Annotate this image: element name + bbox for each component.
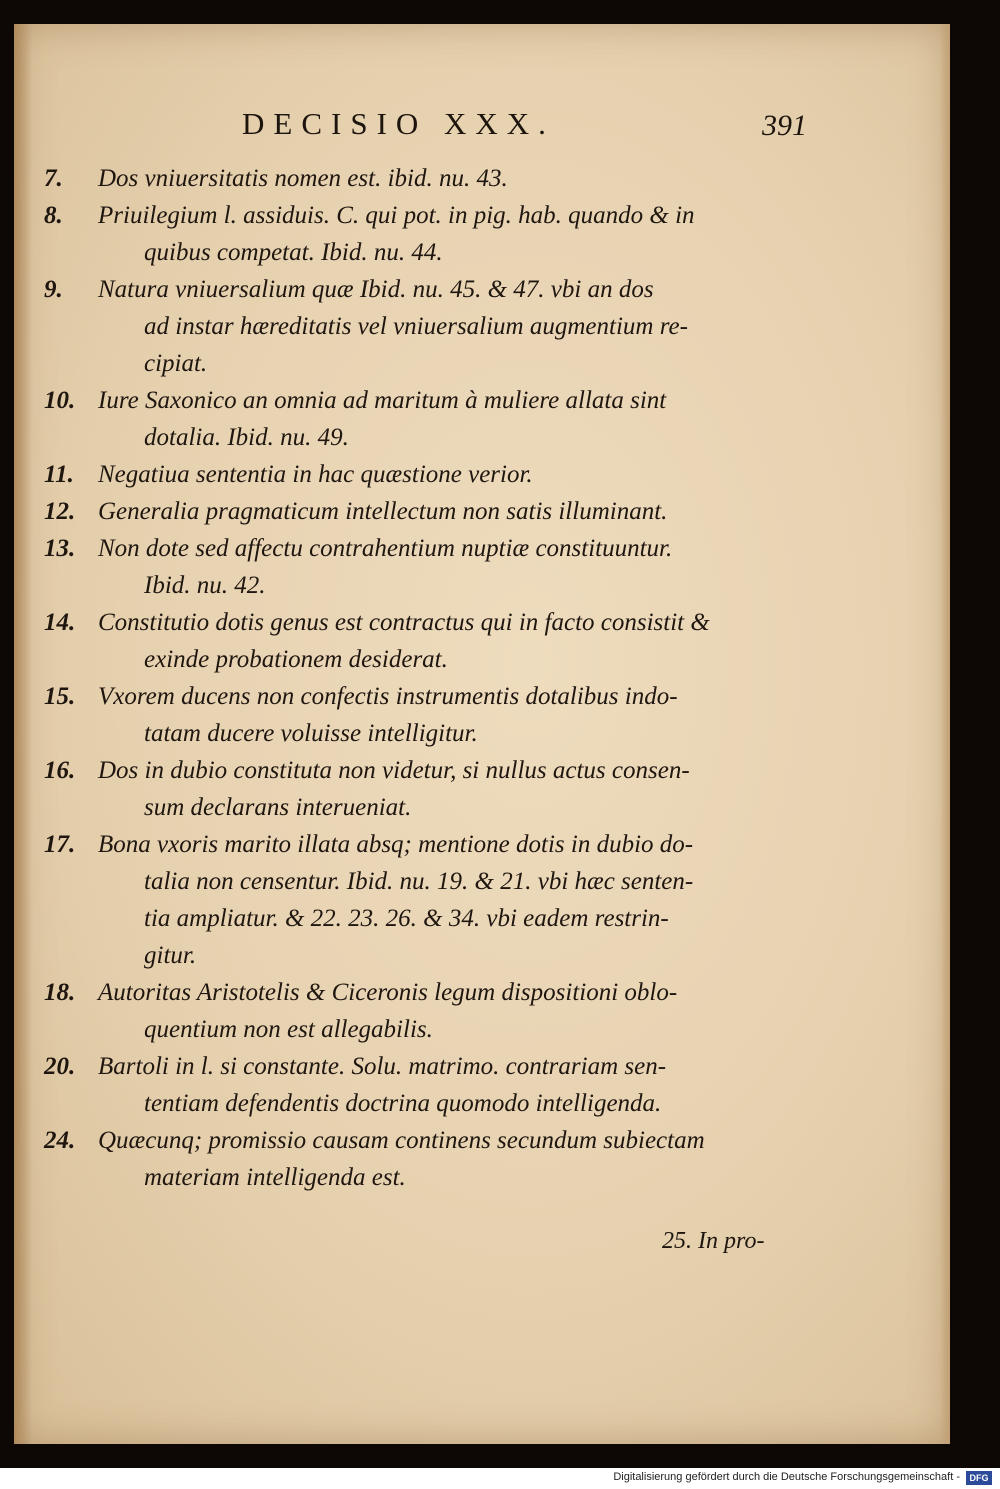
dfg-logo: DFG xyxy=(966,1471,992,1485)
entry-number: 10. xyxy=(44,387,76,414)
entry-text xyxy=(98,826,850,974)
entry-number: 18. xyxy=(44,979,76,1006)
funding-credit: Digitalisierung gefördert durch die Deutsche Forschungsgemeinschaft - xyxy=(613,1471,960,1483)
entry-text xyxy=(98,974,850,1048)
entry-line: Dos in dubio constituta non videtur, si nullus actus consen- xyxy=(98,757,690,784)
summary-entry xyxy=(14,456,950,493)
entry-line: Bartoli in l. si constante. Solu. matrimo. contrariam sen- xyxy=(98,1053,667,1080)
summary-entry xyxy=(14,271,950,382)
entry-line: Constitutio dotis genus est contractus qui in facto consistit & xyxy=(98,609,710,636)
entry-line: talia non censentur. Ibid. nu. 19. & 21. vbi hæc senten- xyxy=(144,868,694,895)
entry-line: Vxorem ducens non confectis instrumentis dotalibus indo- xyxy=(98,683,678,710)
entry-line: tentiam defendentis doctrina quomodo intelligenda. xyxy=(144,1090,662,1117)
entry-line: Non dote sed affectu contrahentium nuptiæ constituuntur. xyxy=(98,535,673,562)
entry-number: 9. xyxy=(44,276,63,303)
summary-entry xyxy=(14,1122,950,1196)
summary-entry xyxy=(14,1048,950,1122)
catchword: 25. In pro- xyxy=(662,1228,765,1254)
summary-list xyxy=(14,160,950,1196)
running-head: DECISIO XXX. xyxy=(242,106,555,141)
entry-line: materiam intelligenda est. xyxy=(144,1164,406,1191)
entry-text xyxy=(98,271,850,382)
entry-number: 16. xyxy=(44,757,76,784)
footer-bar xyxy=(0,1468,1000,1489)
entry-line: quentium non est allegabilis. xyxy=(144,1016,433,1043)
entry-text xyxy=(98,604,850,678)
entry-line: Quæcunq; promissio causam continens secundum subiectam xyxy=(98,1127,705,1154)
entry-text xyxy=(98,678,850,752)
entry-line: Generalia pragmaticum intellectum non satis illuminant. xyxy=(98,498,668,525)
entry-line: gitur. xyxy=(144,942,197,969)
summary-entry xyxy=(14,197,950,271)
summary-entry xyxy=(14,826,950,974)
summary-entry xyxy=(14,160,950,197)
entry-line: cipiat. xyxy=(144,350,208,377)
entry-text xyxy=(98,160,850,197)
entry-number: 17. xyxy=(44,831,76,858)
entry-line: Negatiua sententia in hac quæstione verior. xyxy=(98,461,533,488)
entry-line: quibus competat. Ibid. nu. 44. xyxy=(144,239,443,266)
entry-number: 15. xyxy=(44,683,76,710)
summary-entry xyxy=(14,678,950,752)
entry-text xyxy=(98,1048,850,1122)
entry-text xyxy=(98,752,850,826)
entry-line: exinde probationem desiderat. xyxy=(144,646,448,673)
entry-line: Natura vniuersalium quæ Ibid. nu. 45. & 47. vbi an dos xyxy=(98,276,654,303)
entry-line: ad instar hæreditatis vel vniuersalium augmentium re- xyxy=(144,313,688,340)
book-page xyxy=(14,24,950,1444)
entry-line: dotalia. Ibid. nu. 49. xyxy=(144,424,349,451)
summary-entry xyxy=(14,530,950,604)
entry-line: sum declarans interueniat. xyxy=(144,794,412,821)
entry-text xyxy=(98,1122,850,1196)
entry-text xyxy=(98,493,850,530)
entry-line: Dos vniuersitatis nomen est. ibid. nu. 43. xyxy=(98,165,508,192)
entry-number: 11. xyxy=(44,461,74,488)
summary-entry xyxy=(14,752,950,826)
entry-number: 24. xyxy=(44,1127,76,1154)
summary-entry xyxy=(14,382,950,456)
entry-number: 7. xyxy=(44,165,63,192)
entry-line: Iure Saxonico an omnia ad maritum à muliere allata sint xyxy=(98,387,667,414)
summary-entry xyxy=(14,604,950,678)
entry-number: 14. xyxy=(44,609,76,636)
entry-line: tatam ducere voluisse intelligitur. xyxy=(144,720,478,747)
summary-entry xyxy=(14,974,950,1048)
page-number: 391 xyxy=(762,109,807,142)
entry-text xyxy=(98,382,850,456)
entry-text xyxy=(98,456,850,493)
entry-line: Autoritas Aristotelis & Ciceronis legum dispositioni oblo- xyxy=(98,979,678,1006)
entry-number: 8. xyxy=(44,202,63,229)
page-header xyxy=(14,104,950,144)
entry-line: Bona vxoris marito illata absq; mentione dotis in dubio do- xyxy=(98,831,694,858)
entry-line: tia ampliatur. & 22. 23. 26. & 34. vbi eadem restrin- xyxy=(144,905,669,932)
entry-text xyxy=(98,197,850,271)
summary-entry xyxy=(14,493,950,530)
entry-text xyxy=(98,530,850,604)
entry-line: Ibid. nu. 42. xyxy=(144,572,266,599)
entry-number: 12. xyxy=(44,498,76,525)
entry-number: 20. xyxy=(44,1053,76,1080)
entry-number: 13. xyxy=(44,535,76,562)
entry-line: Priuilegium l. assiduis. C. qui pot. in pig. hab. quando & in xyxy=(98,202,695,229)
